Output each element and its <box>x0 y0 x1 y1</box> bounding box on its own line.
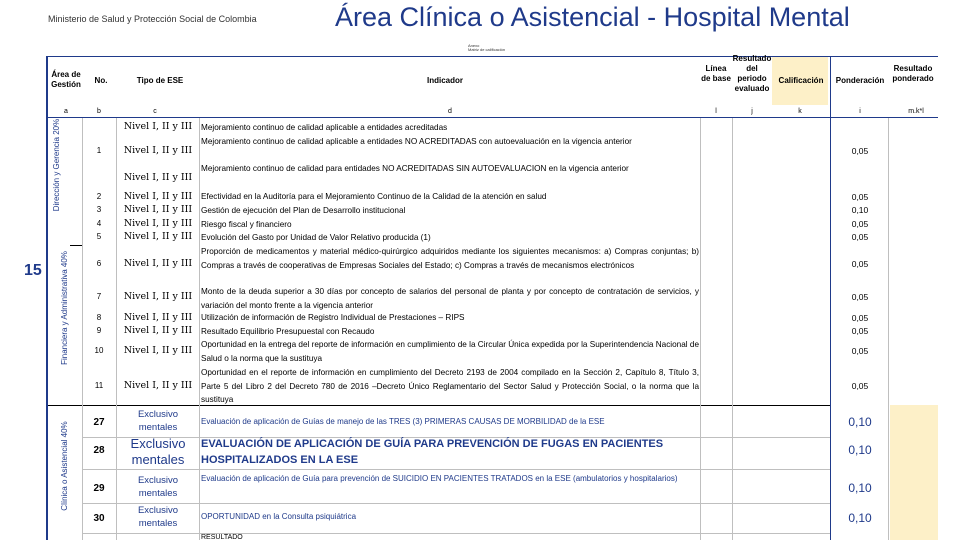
row-ponderacion: 0,05 <box>851 346 869 356</box>
row-indicador: Evaluación de aplicación de Guía para prevención de SUICIDIO EN PACIENTES TRATADOS en la ESE (ambulatorios y hospitalarios) <box>201 474 678 483</box>
ministry-label: Ministerio de Salud y Protección Social de Colombia <box>48 14 257 24</box>
row-indicador: Riesgo fiscal y financiero <box>201 220 292 229</box>
row-indicador: Efectividad en la Auditoría para el Mejoramiento Continuo de la Calidad de la atención en salud <box>201 192 547 201</box>
row-divider <box>82 533 830 534</box>
letter-i: i <box>859 108 861 115</box>
letter-mk: m.k*l <box>908 108 924 115</box>
row-number: 2 <box>96 192 102 201</box>
grid-v-6 <box>888 118 889 540</box>
resultado-highlight <box>890 405 938 540</box>
area-clinica <box>60 406 69 526</box>
row-tipo-ese: Nivel I, II y III <box>123 204 193 215</box>
row-ponderacion: 0,10 <box>848 511 872 525</box>
row-number: 9 <box>96 326 102 335</box>
row-indicador: Mejoramiento continuo de calidad para entidades NO ACREDITADAS SIN AUTOEVALUACION en la vigencia anterior <box>201 164 629 173</box>
letter-j: j <box>751 108 753 115</box>
row-indicador: OPORTUNIDAD en la Consulta psiquiátrica <box>201 512 357 521</box>
row-tipo-ese: Exclusivo mentales <box>137 505 179 529</box>
page-title: Área Clínica o Asistencial - Hospital Mental <box>335 2 850 32</box>
row-ponderacion: 0,05 <box>851 313 869 323</box>
row-ponderacion: 0,05 <box>851 232 869 242</box>
header-bottom-line <box>46 117 938 118</box>
row-number: 30 <box>93 513 105 524</box>
row-indicador: Resultado Equilibrio Presupuestal con Recaudo <box>201 327 375 336</box>
row-number: 7 <box>96 292 102 301</box>
area-clinica-text: Clínica o Asistencial 40% <box>60 421 69 511</box>
row-indicador: Gestión de ejecución del Plan de Desarrollo institucional <box>201 206 406 215</box>
row-number: 4 <box>96 219 102 228</box>
row-ponderacion: 0,05 <box>851 292 869 302</box>
row-divider <box>82 469 830 470</box>
annex-note-line1: Anexo <box>468 43 480 48</box>
col-ponderacion: Ponderación <box>835 76 885 85</box>
row-indicador: Mejoramiento continuo de calidad aplicable a entidades acreditadas <box>201 123 448 132</box>
letter-d: d <box>448 108 452 115</box>
row-tipo-ese: Nivel I, II y III <box>123 145 193 156</box>
row-tipo-ese: Nivel I, II y III <box>123 325 193 336</box>
frame-left-line <box>46 56 48 540</box>
area-divider-1 <box>70 245 82 246</box>
row-indicador: Utilización de información de Registro Individual de Prestaciones – RIPS <box>201 313 465 322</box>
letter-k: k <box>798 108 802 115</box>
col-no: No. <box>94 76 108 85</box>
row-ponderacion: 0,10 <box>848 443 872 457</box>
row-ponderacion: 0,10 <box>851 205 869 215</box>
area-direccion <box>52 115 62 215</box>
col-calificacion: Calificación <box>778 76 824 85</box>
col-linea-base: Línea de base <box>701 64 731 83</box>
row-number: 27 <box>93 417 105 428</box>
row-tipo-ese: Nivel I, II y III <box>123 380 193 391</box>
letter-c: c <box>153 108 157 115</box>
frame-right-divider <box>830 56 831 540</box>
row-ponderacion: 0,05 <box>851 326 869 336</box>
col-indicador: Indicador <box>426 76 463 85</box>
row-indicador: Oportunidad en la entrega del reporte de información en cumplimiento de la Circular Única expedida por la Superintendencia Nacional de Salud o la norma que la sustituya <box>201 340 699 363</box>
area-financiera <box>60 228 69 388</box>
row-number: 6 <box>96 259 102 268</box>
col-tipo: Tipo de ESE <box>136 76 184 85</box>
row-indicador: EVALUACIÓN DE APLICACIÓN DE GUÍA PARA PREVENCIÓN DE FUGAS EN PACIENTES HOSPITALIZADOS EN LA ESE <box>201 438 664 466</box>
row-indicador: Proporción de medicamentos y material médico-quirúrgico adquiridos mediante los siguientes mecanismos: a) Compras conjuntas; b) Compras a través de cooperativas de Empresas Sociales del Estado; c) Compras a través de mecanismos electrónicos <box>201 247 699 270</box>
row-ponderacion: 0,10 <box>848 415 872 429</box>
row-number: 1 <box>96 146 102 155</box>
row-ponderacion: 0,05 <box>851 259 869 269</box>
row-tipo-ese: Nivel I, II y III <box>123 121 193 132</box>
grid-v-5 <box>732 118 733 540</box>
col-resultado: Resultado del periodo evaluado <box>732 54 772 93</box>
row-ponderacion: 0,05 <box>851 192 869 202</box>
row-number: 3 <box>96 205 102 214</box>
row-indicador: Evaluación de aplicación de Guías de manejo de las TRES (3) PRIMERAS CAUSAS DE MORBILIDAD de la ESE <box>201 417 605 426</box>
letter-b: b <box>97 108 101 115</box>
row-ponderacion: 0,05 <box>851 219 869 229</box>
row-indicador: Evolución del Gasto por Unidad de Valor Relativo producida (1) <box>201 233 431 242</box>
row-indicador: Oportunidad en el reporte de información en cumplimiento del Decreto 2193 de 2004 compilado en la Sección 2, Capítulo 8, Título 3, Parte 5 del Libro 2 del Decreto 780 de 2016 –Decreto Único Reglamentario del Sector Salud y Protección Social, o la norma que la sustituya <box>201 368 699 405</box>
col-resultado-ponderado: Resultado ponderado <box>892 64 934 83</box>
row-number: 10 <box>94 346 104 355</box>
row-number: 11 <box>94 381 104 390</box>
row-tipo-ese: Exclusivo mentales <box>137 475 179 499</box>
row-ponderacion: 0,05 <box>851 381 869 391</box>
row-tipo-ese: Nivel I, II y III <box>123 191 193 202</box>
row-ponderacion: 0,05 <box>851 146 869 156</box>
row-tipo-ese: Nivel I, II y III <box>123 231 193 242</box>
area-direccion-text: Dirección y Gerencia 20% <box>52 118 61 212</box>
row-number: 29 <box>93 483 105 494</box>
row-ponderacion: 0,10 <box>848 481 872 495</box>
footer-resultado: RESULTADO <box>201 534 243 540</box>
row-tipo-ese: Nivel I, II y III <box>123 312 193 323</box>
letter-l: l <box>715 108 717 115</box>
col-area: Área de Gestión <box>51 70 81 89</box>
annex-note-line2: Matriz de calificación <box>468 47 506 52</box>
annex-note <box>468 44 505 52</box>
grid-v-2 <box>116 118 117 540</box>
row-tipo-ese: Nivel I, II y III <box>123 345 193 356</box>
row-tipo-ese: Exclusivo mentales <box>137 409 179 433</box>
slide-number: 15 <box>24 262 42 279</box>
row-number: 8 <box>96 313 102 322</box>
row-indicador: Monto de la deuda superior a 30 días por concepto de salarios del personal de planta y por concepto de contratación de servicios, y variación del monto frente a la vigencia anterior <box>201 287 699 310</box>
letter-a: a <box>64 108 68 115</box>
area-financiera-text: Financiera y Administrativa 40% <box>60 251 69 365</box>
row-tipo-ese: Nivel I, II y III <box>123 258 193 269</box>
row-indicador: Mejoramiento continuo de calidad aplicable a entidades NO ACREDITADAS con autoevaluación en la vigencia anterior <box>201 137 632 146</box>
grid-v-1 <box>82 118 83 540</box>
grid-v-4 <box>700 118 701 540</box>
row-tipo-ese: Nivel I, II y III <box>123 172 193 183</box>
row-number: 28 <box>93 445 105 456</box>
row-tipo-ese: Exclusivo mentales <box>130 436 186 467</box>
row-number: 5 <box>96 232 102 241</box>
grid-v-3 <box>199 118 200 540</box>
row-tipo-ese: Nivel I, II y III <box>123 291 193 302</box>
row-tipo-ese: Nivel I, II y III <box>123 218 193 229</box>
